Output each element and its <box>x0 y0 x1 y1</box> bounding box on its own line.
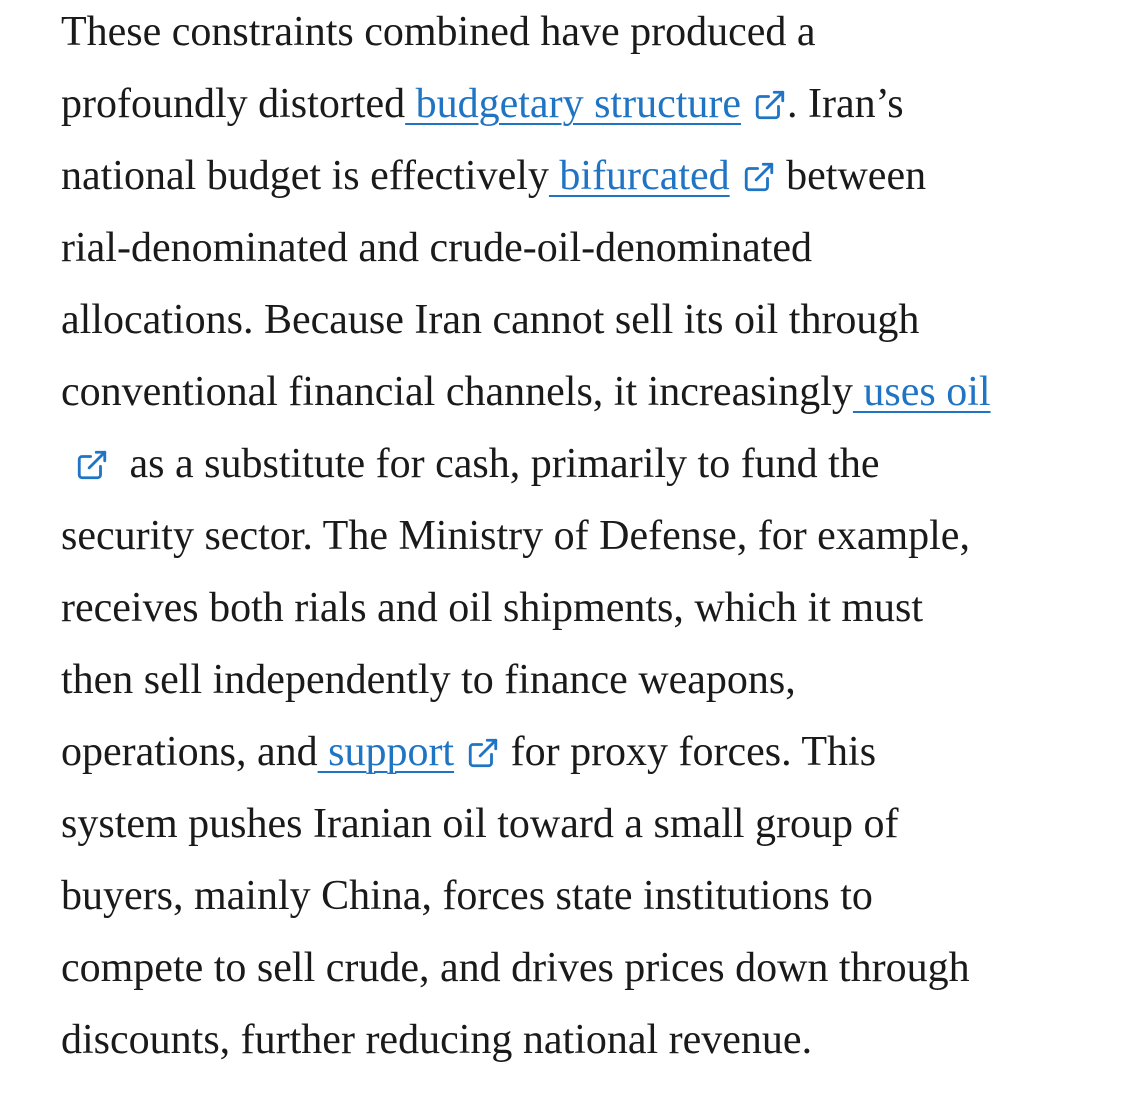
paragraph-line <box>61 932 1071 1004</box>
text-run: system pushes Iranian oil toward a small group of <box>61 801 899 847</box>
paragraph-line <box>61 212 1071 284</box>
article-paragraph <box>61 0 1071 1076</box>
paragraph-line <box>61 0 1071 68</box>
text-run: These constraints combined have produced a <box>61 9 816 55</box>
paragraph-line <box>61 284 1071 356</box>
paragraph-line <box>61 572 1071 644</box>
text-run: allocations. Because Iran cannot sell its oil through <box>61 297 920 343</box>
budgetary-structure-link[interactable]: budgetary structure <box>405 81 742 127</box>
paragraph-line <box>61 356 1071 428</box>
text-run: profoundly distorted <box>61 81 406 127</box>
external-link-icon[interactable] <box>742 160 776 194</box>
paragraph-line <box>61 716 1071 788</box>
text-run: between <box>775 153 927 199</box>
text-run: security sector. The Ministry of Defense, for example, <box>61 513 970 559</box>
text-run: national budget is effectively <box>61 153 549 199</box>
paragraph-line <box>61 788 1071 860</box>
text-run: operations, and <box>61 729 318 775</box>
text-run: rial-denominated and crude-oil-denominated <box>61 225 813 271</box>
paragraph-line <box>61 500 1071 572</box>
text-run: compete to sell crude, and drives prices down through <box>61 945 970 991</box>
paragraph-line <box>61 1004 1071 1076</box>
paragraph-line <box>61 140 1071 212</box>
text-run: receives both rials and oil shipments, which it must <box>61 585 924 631</box>
support-link[interactable]: support <box>317 729 455 775</box>
paragraph-line <box>61 644 1071 716</box>
text-run: as a substitute for cash, primarily to fund the <box>119 441 880 487</box>
text-run: for proxy forces. This <box>500 729 877 775</box>
text-run: discounts, further reducing national revenue. <box>61 1017 813 1063</box>
text-run: then sell independently to finance weapons, <box>61 657 796 703</box>
text-run: buyers, mainly China, forces state institutions to <box>61 873 873 919</box>
external-link-icon[interactable] <box>753 88 787 122</box>
external-link-icon[interactable] <box>466 736 500 770</box>
bifurcated-link[interactable]: bifurcated <box>548 153 730 199</box>
uses-oil-link[interactable]: uses oil <box>852 369 991 415</box>
paragraph-line <box>61 428 1071 500</box>
text-run: conventional financial channels, it increasingly <box>61 369 853 415</box>
paragraph-line <box>61 860 1071 932</box>
text-run: . Iran’s <box>787 81 904 127</box>
paragraph-line <box>61 68 1071 140</box>
external-link-icon[interactable] <box>75 448 109 482</box>
